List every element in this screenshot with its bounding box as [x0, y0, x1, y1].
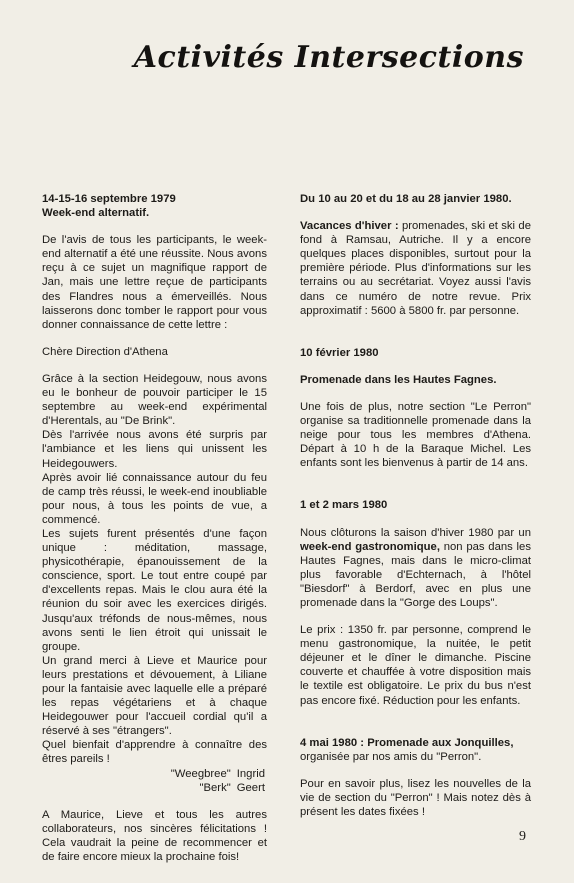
- signature-line: [42, 781, 267, 795]
- section-body: Nous clôturons la saison d'hiver 1980 par un week-end gastronomique, non pas dans les Hautes Fagnes, mais dans le micro-climat plus favorable d'Echternach, à l'hôtel "Biesdorf" à Berdorf, avec en plus une promenade dans la "Gorge des Loups".: [300, 526, 531, 609]
- section-body: Le prix : 1350 fr. par personne, comprend le menu gastronomique, la nuitée, le petit déjeuner et le dîner le dimanche. Piscine couverte et chauffée à votre disposition mais le textile est obligatoire. Le prix du bus n'est pas encore fixé. Réduction pour les enfants.: [300, 624, 531, 707]
- left-column: [42, 192, 267, 864]
- section-date: 1 et 2 mars 1980: [300, 499, 388, 512]
- signature-nickname: "Weegbree": [170, 767, 231, 780]
- section-heading: 4 mai 1980 : Promenade aux Jonquilles,: [300, 736, 514, 749]
- section-body: Une fois de plus, notre section "Le Perron" organise sa traditionnelle promenade dans la neige pour tous les membres d'Athena. Départ à 10 h de la Baraque Michel. Les enfants sont les bienvenus à partir de 14 ans.: [300, 400, 531, 470]
- section-body: Vacances d'hiver : promenades, ski et ski de fond à Ramsau, Autriche. Il y a encore quelques places disponibles, surtout pour la première période. Plus d'informations sur les terrains ou au secrétariat. Voyez aussi l'avis dans ce numéro de notre revue. Prix approximatif : 5600 à 5800 fr. par personne.: [300, 220, 532, 317]
- letter-paragraph: Les sujets furent présentés d'une façon unique : méditation, massage, physicothérapie, épanouissement de la conscience, sport. Le tout entre coupé par d'excellents repas. Mais le clou aura été la réunion du soir avec les exercices dirigés. Jusqu'aux tréfonds de nous-mêmes, nous avons senti le lien étroit qui unissait le groupe.: [42, 527, 267, 653]
- letter-salutation: Chère Direction d'Athena: [42, 345, 168, 358]
- letter-paragraph: Quel bienfait d'apprendre à connaître des êtres pareils !: [42, 739, 267, 766]
- event-date: 14-15-16 septembre 1979: [42, 193, 176, 205]
- right-column: [300, 192, 531, 819]
- section-body: Pour en savoir plus, lisez les nouvelles de la vie de section du "Perron" ! Mais notez dès à présent les dates fixées !: [300, 777, 531, 818]
- letter-paragraph: Grâce à la section Heidegouw, nous avons eu le bonheur de pouvoir participer le 15 septembre au week-end expérimental d'Herentals, au "De Brink".: [42, 372, 267, 428]
- letter-paragraph: Un grand merci à Lieve et Maurice pour leurs prestations et dévouement, à Liliane pour la fantaisie avec laquelle elle a préparé les repas végétariens et à chaque Heidegouwer pour l'accueil cordial qu'il a réservé à ses "étrangers".: [42, 654, 267, 738]
- signature-name: Ingrid: [236, 767, 265, 780]
- page-number: 9: [519, 829, 526, 844]
- section-heading: Promenade dans les Hautes Fagnes.: [300, 373, 497, 386]
- letter-paragraph: Après avoir lié connaissance autour du feu de camp très réussi, le week-end inoubliable pour nous, à tous les points de vue, a commencé.: [42, 471, 267, 526]
- section-date: Du 10 au 20 et du 18 au 28 janvier 1980.: [300, 193, 512, 205]
- closing-paragraph: A Maurice, Lieve et tous les autres collaborateurs, nos sincères félicitations ! Cela vaudrait la peine de recommencer et de faire encore mieux la prochaine fois!: [42, 808, 267, 864]
- page-title: Activités Intersections: [133, 40, 524, 75]
- signature-line: [42, 767, 267, 781]
- letter-paragraph: Dès l'arrivée nous avons été surpris par l'ambiance et les liens qui unissent les Heidegouwers.: [42, 429, 267, 470]
- event-title: Week-end alternatif.: [42, 207, 150, 220]
- section-date: 10 février 1980: [300, 346, 379, 359]
- section-heading: Vacances d'hiver :: [300, 220, 399, 233]
- intro-paragraph: De l'avis de tous les participants, le week-end alternatif a été une réussite. Nous avons reçu à ce sujet un magnifique rapport de Jan, mais une lettre reçue de participants des Flandres nous a émerveillés. Nous laisserons donc tomber le rapport pour vous donner connaissance de cette lettre :: [42, 234, 267, 331]
- section-body: organisée par nos amis du "Perron".: [300, 750, 482, 763]
- signature-nickname: "Berk": [199, 781, 231, 794]
- signature-name: Geert: [236, 781, 265, 794]
